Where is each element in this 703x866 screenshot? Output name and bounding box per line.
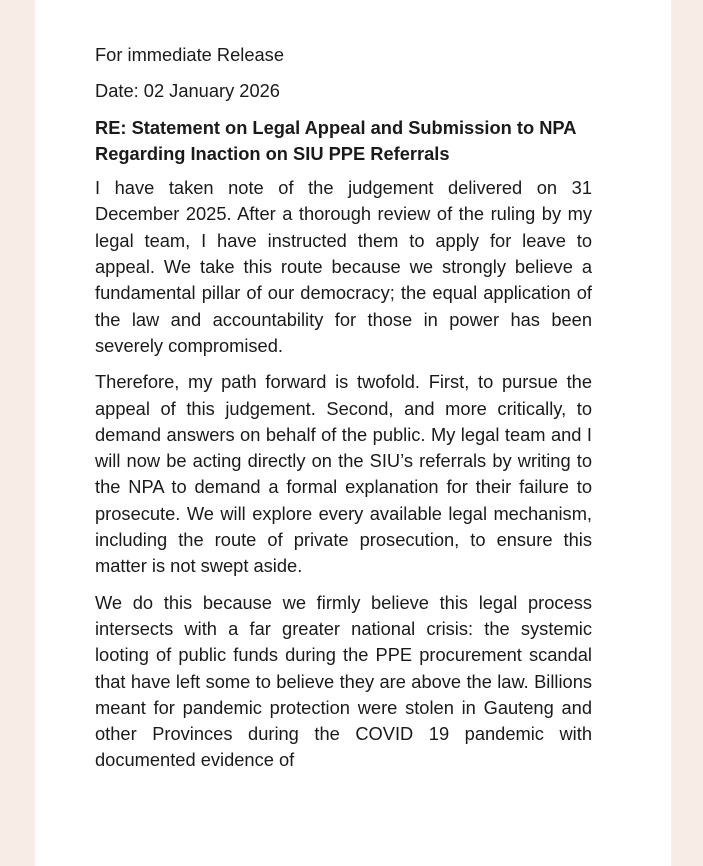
- release-line: For immediate Release: [95, 44, 284, 65]
- statement-title: RE: Statement on Legal Appeal and Submission to NPA Regarding Inaction on SIU PPE Referrals: [95, 116, 576, 164]
- date-line: Date: 02 January 2026: [95, 80, 280, 102]
- paragraph-3: We do this because we firmly believe this legal process intersects with a far greater national crisis: the systemic looting of public funds during the PPE procurement scandal that have left some to believe they are above the law. Billions meant for pandemic protection were stolen in Gauteng and other Provinces during the COVID 19 pandemic with documented evidence of: [95, 591, 592, 771]
- document-page: [35, 0, 671, 866]
- paragraph-2: Therefore, my path forward is twofold. First, to pursue the appeal of this judgement. Second, and more critically, to demand answers on behalf of the public. My legal team and I will now be acting directly on the SIU’s referrals by writing to the NPA to demand a formal explanation for their failure to prosecute. We will explore every available legal mechanism, including the route of private prosecution, to ensure this matter is not swept aside.: [95, 371, 592, 577]
- paragraph-1: I have taken note of the judgement delivered on 31 December 2025. After a thorough review of the ruling by my legal team, I have instructed them to apply for leave to appeal. We take this route because we strongly believe a fundamental pillar of our democracy; the equal application of the law and accountability for those in power has been severely compromised.: [95, 177, 592, 356]
- document-body: [95, 42, 592, 784]
